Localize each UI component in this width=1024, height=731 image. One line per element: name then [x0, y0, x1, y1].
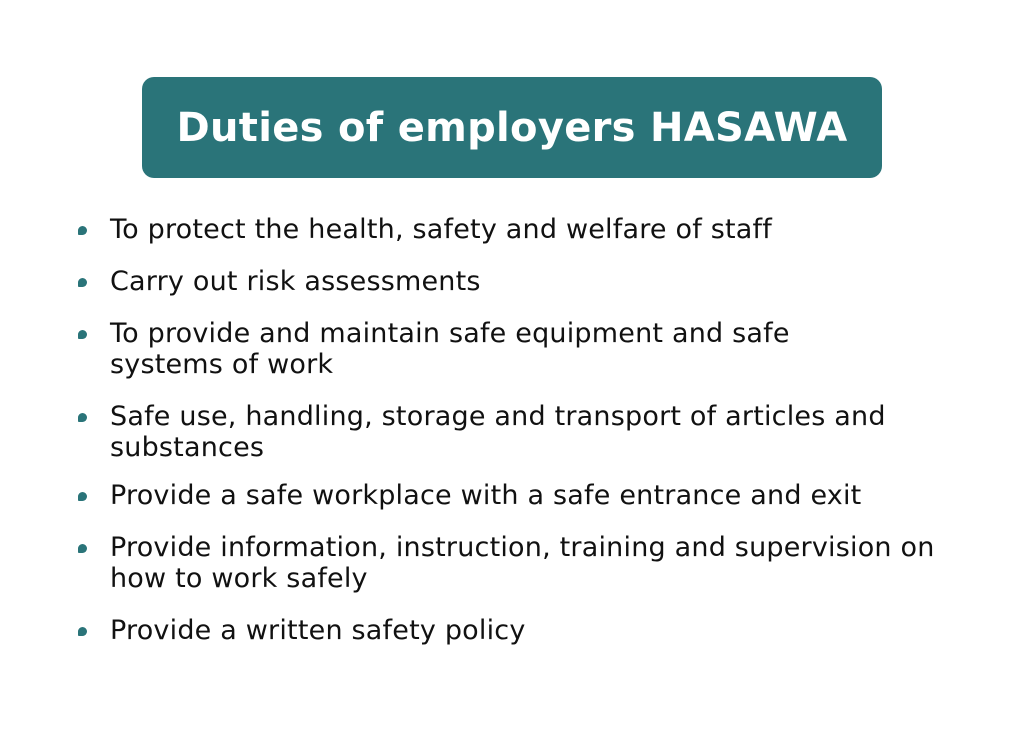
bullet-icon: [78, 627, 87, 636]
list-item-text: To provide and maintain safe equipment and safe systems of work: [110, 318, 790, 380]
duties-list: [78, 214, 978, 646]
bullet-icon: [78, 330, 87, 339]
list-item: [78, 266, 890, 297]
list-item-text: Provide a written safety policy: [110, 615, 526, 646]
page-title: Duties of employers HASAWA: [176, 104, 848, 151]
list-item: [78, 318, 870, 380]
bullet-icon: [78, 492, 87, 501]
list-item-text: Provide a safe workplace with a safe entrance and exit: [110, 480, 862, 511]
list-item: [78, 214, 890, 245]
list-item-text: Provide information, instruction, training and supervision on how to work safely: [110, 532, 935, 594]
list-item-text: To protect the health, safety and welfare of staff: [110, 214, 772, 245]
bullet-icon: [78, 413, 87, 422]
bullet-icon: [78, 278, 87, 287]
list-item: [78, 615, 890, 646]
list-item: [78, 480, 960, 511]
list-item: [78, 532, 970, 594]
list-item: [78, 401, 910, 463]
list-item-text: Safe use, handling, storage and transport of articles and substances: [110, 401, 886, 463]
title-banner: [142, 77, 882, 178]
list-item-text: Carry out risk assessments: [110, 266, 481, 297]
bullet-icon: [78, 544, 87, 553]
bullet-icon: [78, 226, 87, 235]
